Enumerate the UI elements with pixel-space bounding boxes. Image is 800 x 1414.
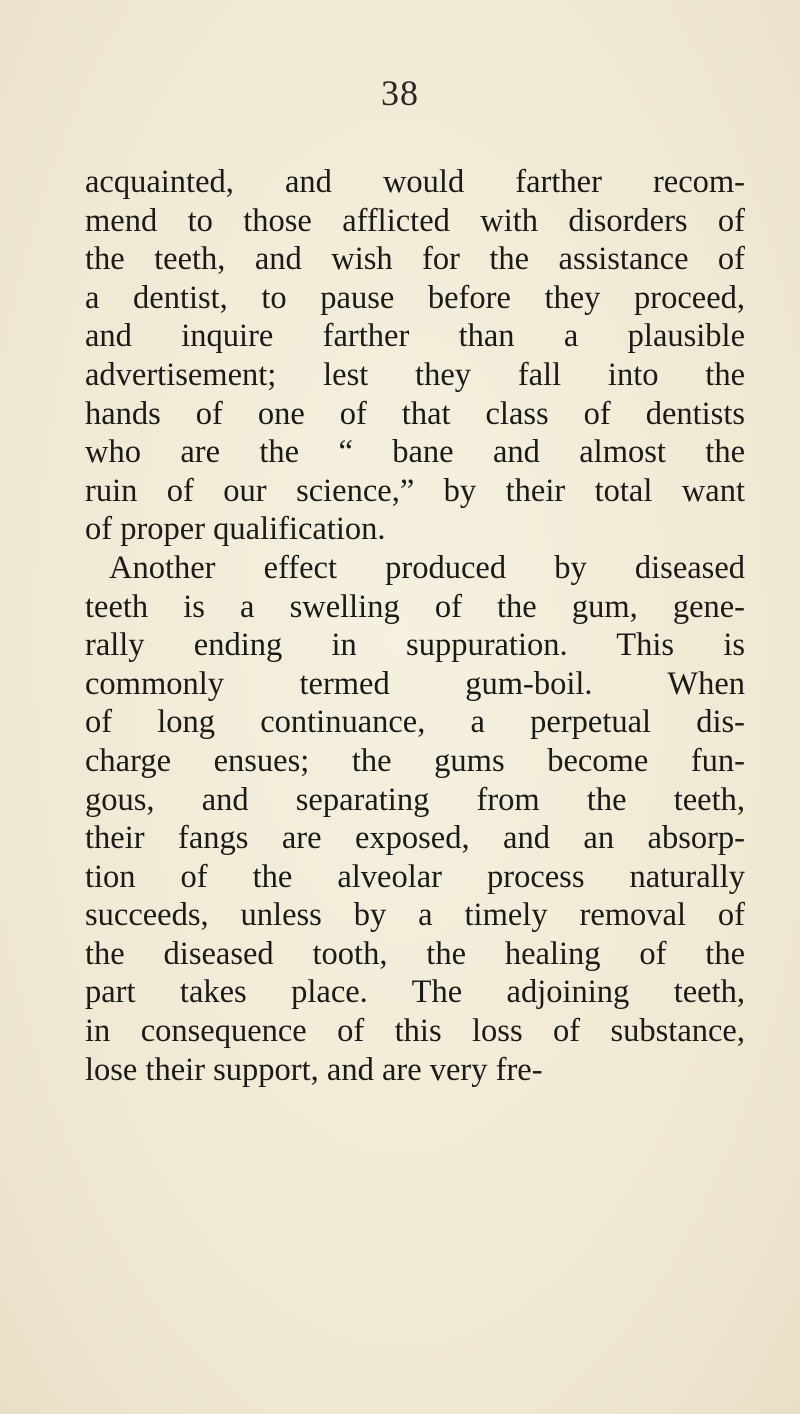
text-line: the teeth, and wish for the assistance of [85,241,745,278]
text-line: rally ending in suppuration. This is [85,627,745,664]
text-line: hands of one of that class of dentists [85,395,745,432]
text-line: the diseased tooth, the healing of the [85,935,745,972]
text-line: their fangs are exposed, and an absorp- [85,820,745,857]
text-line: and inquire farther than a plausible [85,318,745,355]
text-line: a dentist, to pause before they proceed, [85,279,745,316]
text-line: tion of the alveolar process naturally [85,858,745,895]
text-line: lose their support, and are very fre- [85,1051,543,1088]
text-line: succeeds, unless by a timely removal of [85,897,745,934]
text-line: part takes place. The adjoining teeth, [85,974,745,1011]
text-line: gous, and separating from the teeth, [85,781,745,818]
text-line: teeth is a swelling of the gum, gene- [85,588,745,625]
text-line: in consequence of this loss of substance, [85,1013,745,1050]
paragraph-start-line: Another effect produced by diseased [109,549,745,586]
text-line: charge ensues; the gums become fun- [85,742,745,779]
text-line: who are the “ bane and almost the [85,434,745,471]
text-line: mend to those afflicted with disorders of [85,202,745,239]
text-line: ruin of our science,” by their total want [85,472,745,509]
page-number: 38 [381,73,419,113]
text-line: advertisement; lest they fall into the [85,356,745,393]
text-line: of proper qualification. [85,511,386,548]
body-text [85,163,745,1089]
text-line: acquainted, and would farther recom- [85,164,745,200]
text-line: of long continuance, a perpetual dis- [85,704,745,741]
text-line: commonly termed gum-boil. When [85,665,745,702]
